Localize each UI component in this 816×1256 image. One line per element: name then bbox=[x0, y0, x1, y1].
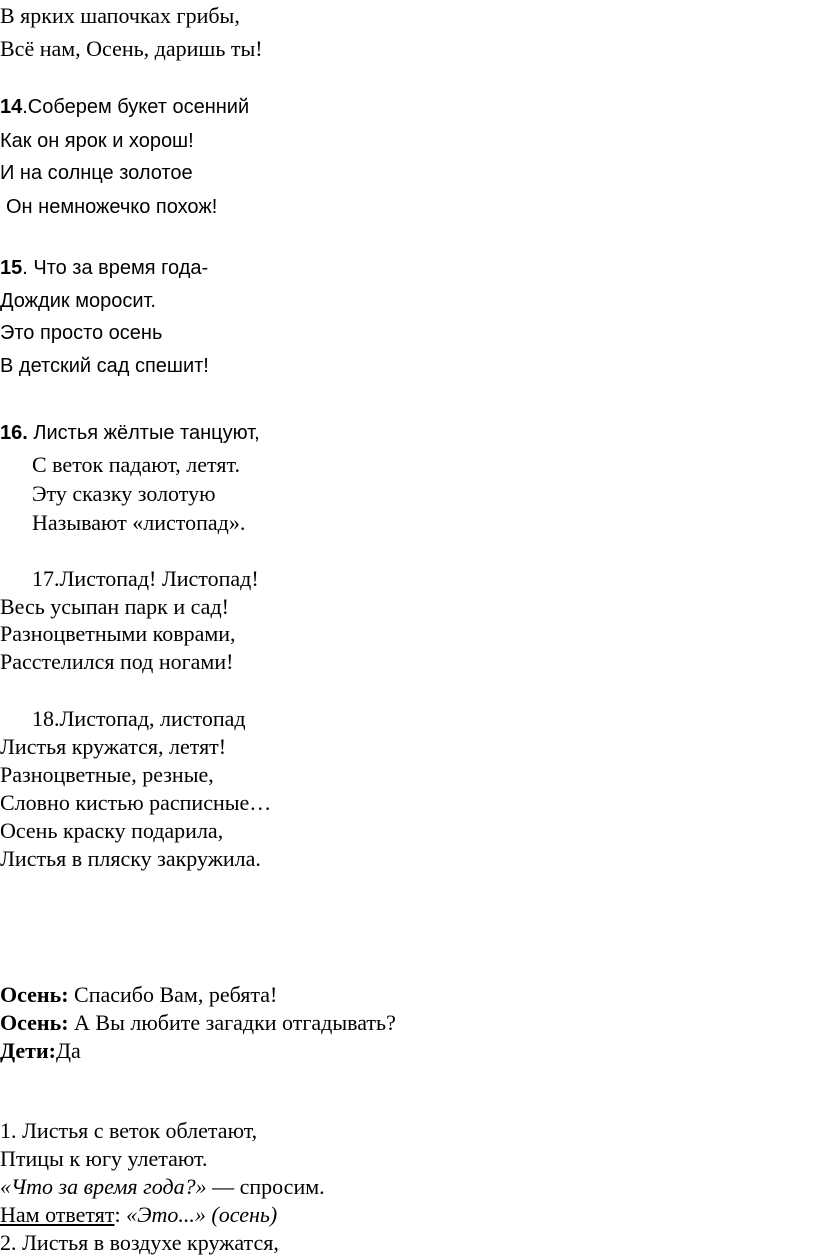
poem-18-line-3: Разноцветные, резные, bbox=[0, 762, 214, 787]
poem-18-line-4: Словно кистью расписные… bbox=[0, 790, 272, 815]
poem-18-line-2: Листья кружатся, летят! bbox=[0, 734, 227, 759]
dialogue-line-3: Дети:Да bbox=[0, 1038, 81, 1063]
poem-16-title: 16. Листья жёлтые танцуют, bbox=[0, 422, 260, 444]
speaker-label: Осень: bbox=[0, 982, 69, 1007]
poem-16-number: 16. bbox=[0, 422, 28, 444]
riddle-1-question: «Что за время года?» — спросим. bbox=[0, 1174, 325, 1199]
riddle-1-line-1: 1. Листья с веток облетают, bbox=[0, 1118, 258, 1143]
poem-18-line-5: Осень краску подарила, bbox=[0, 818, 224, 843]
dialogue-line-2: Осень: А Вы любите загадки отгадывать? bbox=[0, 1010, 396, 1035]
intro-line-2: Всё нам, Осень, даришь ты! bbox=[0, 36, 263, 61]
poem-17-line-2: Весь усыпан парк и сад! bbox=[0, 594, 229, 619]
speaker-label: Дети: bbox=[0, 1038, 56, 1063]
poem-15-line-4: В детский сад спешит! bbox=[0, 355, 209, 377]
poem-16-line-4: Называют «листопад». bbox=[32, 510, 246, 535]
poem-16-line-3: Эту сказку золотую bbox=[32, 481, 216, 506]
poem-15-title: 15. Что за время года- bbox=[0, 257, 209, 279]
poem-14-line-4: Он немножечко похож! bbox=[6, 196, 218, 218]
poem-17-line-1: 17.Листопад! Листопад! bbox=[32, 566, 259, 591]
poem-18-line-1: 18.Листопад, листопад bbox=[32, 706, 246, 731]
intro-line-1: В ярких шапочках грибы, bbox=[0, 3, 240, 28]
poem-15-line-2: Дождик моросит. bbox=[0, 290, 156, 312]
riddle-2-line-1: 2. Листья в воздухе кружатся, bbox=[0, 1230, 279, 1255]
poem-14-title: 14.Соберем букет осенний bbox=[0, 96, 250, 118]
poem-14-line-3: И на солнце золотое bbox=[0, 162, 193, 184]
poem-14-line-2: Как он ярок и хорош! bbox=[0, 130, 194, 152]
poem-14-number: 14 bbox=[0, 96, 23, 118]
poem-16-line-2: С веток падают, летят. bbox=[32, 452, 240, 477]
poem-15-line-3: Это просто осень bbox=[0, 322, 163, 344]
poem-17-line-3: Разноцветными коврами, bbox=[0, 621, 236, 646]
poem-18-line-6: Листья в пляску закружила. bbox=[0, 846, 261, 871]
poem-17-line-4: Расстелился под ногами! bbox=[0, 649, 234, 674]
riddle-1-line-2: Птицы к югу улетают. bbox=[0, 1146, 208, 1171]
poem-15-number: 15 bbox=[0, 257, 23, 279]
riddle-1-answer: Нам ответят: «Это...» (осень) bbox=[0, 1202, 278, 1227]
dialogue-line-1: Осень: Спасибо Вам, ребята! bbox=[0, 982, 278, 1007]
speaker-label: Осень: bbox=[0, 1010, 69, 1035]
